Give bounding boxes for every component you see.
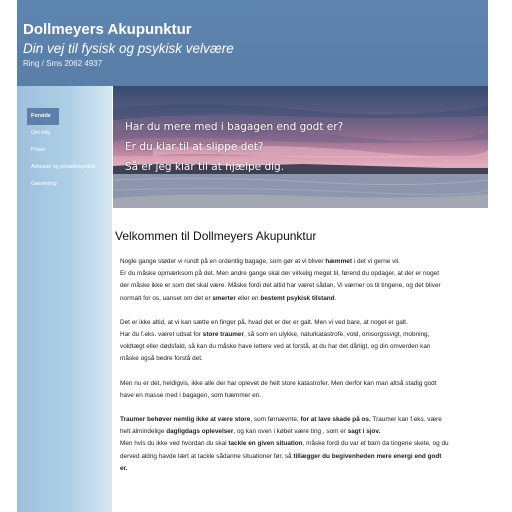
emphasis: for at lave skade på os. (300, 416, 371, 424)
site-header (17, 0, 488, 86)
nav-item-om-mig[interactable]: Om mig (31, 130, 51, 136)
site-title[interactable]: Dollmeyers Akupunktur (23, 21, 192, 38)
hero-line-2: Er du klar til at slippe det? (125, 141, 264, 153)
text: derved aldrig havde lært at tackle sådanne situationer før, så (120, 452, 294, 460)
emphasis: tackle en given situation (228, 440, 303, 448)
paragraph-1 (120, 256, 472, 305)
text: måske også bedre forstå det. (120, 355, 203, 363)
text: , så som en ulykke, naturkatastrofe, vold, omsorgssvigt, mobning, (243, 331, 430, 339)
emphasis: tillægger du begivenheden mere energi end godt (293, 452, 442, 460)
text: helt almindelige (120, 428, 167, 436)
nav-item-gaestebog[interactable]: Gæstebog (31, 181, 57, 187)
text: Men nu er det, heldigvis, ikke alle der har oplevet de helt store katastrofer. Men derfor kan man altså stadig godt (120, 379, 437, 387)
emphasis: sagt i sjov. (347, 428, 381, 436)
hero-line-1: Har du mere med i bagagen end godt er? (125, 121, 344, 133)
nav-item-priser[interactable]: Priser (31, 147, 46, 153)
text: . (334, 294, 337, 302)
emphasis: bestemt psykisk tilstand (260, 294, 335, 302)
site-phone: Ring / Sms 2062 4937 (23, 59, 103, 68)
main-content (113, 208, 488, 512)
nav-item-forside[interactable]: Forside (27, 108, 59, 125)
text: der måske ikke er som det skal være. Måske fordi det altid har været sådan. Vi værner os til tingene, og det bliver (120, 282, 441, 290)
paragraph-3 (120, 378, 472, 402)
text: Traumer kan f.eks. være (370, 416, 442, 424)
page-heading: Velkommen til Dollmeyers Akupunktur (115, 229, 317, 243)
emphasis: smerter (212, 294, 236, 302)
text: Er du måske opmærksom på det. Men andre gange skal der virkelig meget til, førend du opdager, at der er noget (120, 270, 439, 278)
page (17, 0, 488, 512)
main-nav (27, 108, 112, 193)
emphasis: hæmmet (325, 258, 352, 265)
emphasis: store traumer (202, 331, 244, 339)
text: normalt for os, uanset om det er (120, 294, 213, 302)
hero-banner (113, 86, 488, 208)
text: eller en (235, 294, 261, 302)
emphasis: dagligdags oplevelser (166, 428, 234, 436)
text: Nogle gange støder vi rundt på en ordentlig bagage, som gør at vi bliver (120, 258, 326, 265)
text: , og kan oven i købet være ting , som er (233, 428, 348, 436)
text: , som førnævnte, (250, 416, 301, 424)
text: i det vi gerne vil. (351, 258, 400, 265)
text: voldtægt eller dødsfald, så kan du måske have lettere ved at forstå, at du har det dårligt, og din omverden kan (120, 343, 431, 351)
text: have en masse med i bagagen, som hæmmer en. (120, 391, 262, 399)
text: , måske fordi du var et barn da tingene skete, og du (302, 440, 449, 448)
paragraph-4 (120, 414, 472, 475)
emphasis: Traumer behøver nemlig ikke at være store (120, 416, 251, 424)
sidebar (17, 86, 112, 512)
text: Har du f.eks. været udsat for (120, 331, 203, 339)
text: Men hvis du ikke ved hvordan du skal (120, 440, 229, 448)
site-tagline: Din vej til fysisk og psykisk velvære (23, 41, 234, 56)
intro-text (120, 256, 472, 475)
text: Det er ikke altid, at vi kan sætte en finger på, hvad det er der er galt. Men vi ved bare, at noget er galt. (120, 318, 408, 326)
emphasis: er. (120, 464, 128, 472)
hero-line-3: Så er jeg klar til at hjælpe dig. (125, 161, 285, 173)
nav-item-adresse[interactable]: Adresse og privatlivspolitik (31, 164, 96, 170)
paragraph-2 (120, 317, 472, 366)
